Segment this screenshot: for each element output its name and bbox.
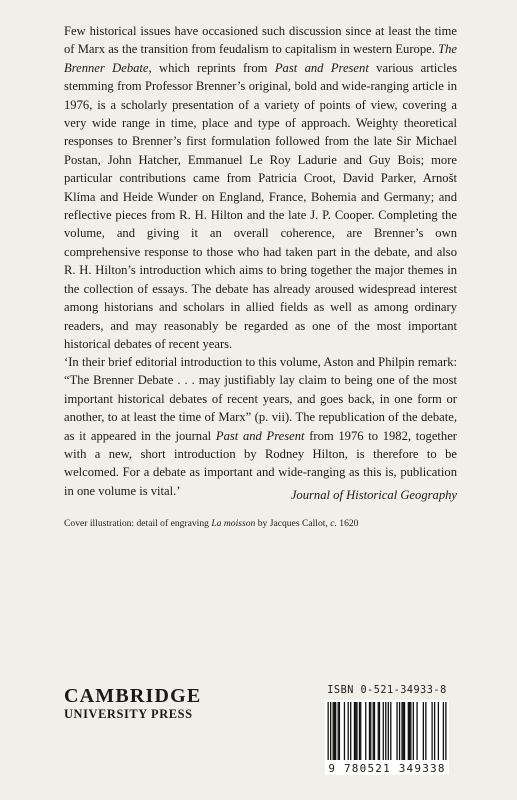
barcode-bar-5 xyxy=(338,702,339,760)
cover-illustration-credit xyxy=(64,517,464,530)
barcode-bar-10 xyxy=(354,702,355,760)
barcode-bar-14 xyxy=(360,702,361,760)
barcode xyxy=(322,684,452,776)
barcode-bar-40 xyxy=(438,702,439,760)
barcode-bar-2 xyxy=(333,702,334,760)
blurb-text: various articles stemming from Professor Brenner’s original, bold and wide-ranging article in 1976, is a scholarly presentation of a variety of points of view, covering a very wide range in time, place and type of approach. Weighty theoretical responses to Brenner’s first formulation followed from the late Sir Michael Postan, John Hatcher, Emmanuel Le Roy Ladurie and Guy Bois; more particular contributions came from Patricia Croot, David Parker, Arnošt Klíma and Heide Wunder on England, France, Bohemia and Germany; and reflective pieces from R. H. Hilton and the late J. P. Cooper. Completing the volume, and giving it an overall coherence, are Brenner’s own comprehensive response to those who had taken part in the debate, and also R. H. Hilton’s introduction which aims to bring together the major themes in the collection of essays. The debate has already aroused widespread interest among historians and scholars in allied fields as well as among ordinary readers, and may reasonably be regarded as one of the most important historical debates of recent years. xyxy=(64,60,457,351)
barcode-bar-0 xyxy=(328,702,329,760)
book-title: The Brenner Debate xyxy=(64,42,457,75)
review-source: Journal of Historical Geography xyxy=(290,488,457,502)
barcode-bar-13 xyxy=(359,702,360,760)
barcode-bar-37 xyxy=(425,702,426,760)
barcode-bar-11 xyxy=(355,702,356,760)
barcode-bar-12 xyxy=(356,702,357,760)
barcode-bar-33 xyxy=(410,702,411,760)
review-text: ‘In their brief editorial introduction to this volume, Aston and Philpin remark: “The Brenner Debate . . . may justifiably lay claim to being one of the most important historical debates of recent years, and goes back, in one form or another, to at least the time of Marx” (p. vii). The republication of the debate, as it appeared in the journal xyxy=(64,355,457,443)
credit-text: Cover illustration: detail of engraving xyxy=(64,518,212,529)
barcode-bar-27 xyxy=(399,702,400,760)
barcode-bar-6 xyxy=(339,702,340,760)
isbn-label: ISBN 0-521-34933-8 xyxy=(327,685,447,696)
barcode-bar-8 xyxy=(348,702,349,760)
credit-text: by Jacques Callot, xyxy=(255,518,331,529)
journal-title: Past and Present xyxy=(215,428,305,443)
barcode-bar-38 xyxy=(431,702,432,760)
barcode-bar-41 xyxy=(443,702,444,760)
barcode-bar-36 xyxy=(423,702,424,760)
barcode-bar-3 xyxy=(334,702,335,760)
blurb-paragraph xyxy=(64,22,457,353)
barcode-bar-22 xyxy=(383,702,384,760)
publisher-sub: UNIVERSITY PRESS xyxy=(64,707,193,721)
barcode-bar-39 xyxy=(434,702,435,760)
barcode-bar-18 xyxy=(373,702,374,760)
barcode-bar-26 xyxy=(396,702,397,760)
publisher-logo xyxy=(64,686,224,722)
barcode-bar-20 xyxy=(378,702,379,760)
barcode-bar-42 xyxy=(445,702,446,760)
barcode-bar-28 xyxy=(401,702,402,760)
barcode-bar-32 xyxy=(409,702,410,760)
barcode-bar-19 xyxy=(374,702,375,760)
review-quote xyxy=(64,353,457,500)
publisher-name: CAMBRIDGE xyxy=(64,685,202,707)
blurb-text: , which reprints from xyxy=(148,60,275,75)
barcode-bar-4 xyxy=(335,702,336,760)
barcode-bar-17 xyxy=(370,702,371,760)
barcode-bar-35 xyxy=(416,702,417,760)
blurb-text: Few historical issues have occasioned such discussion since at least the time of Marx as the transition from feudalism to capitalism in western Europe. xyxy=(64,24,457,57)
barcode-bar-23 xyxy=(385,702,386,760)
ean-digits: 9 780521 349338 xyxy=(325,762,449,775)
barcode-bar-29 xyxy=(403,702,404,760)
circa-abbrev: c. xyxy=(330,518,337,529)
review-text: from 1976 to 1982, together with a new, short introduction by Rodney Hilton, is therefore to be welcomed. For a debate as important and wide-ranging as this is, publication in one volume is vital.’ xyxy=(64,428,457,498)
credit-year: 1620 xyxy=(336,518,359,529)
barcode-bar-21 xyxy=(379,702,380,760)
barcode-bars xyxy=(325,700,449,762)
barcode-bar-7 xyxy=(344,702,345,760)
barcode-bar-9 xyxy=(350,702,351,760)
barcode-bar-15 xyxy=(365,702,366,760)
barcode-bar-34 xyxy=(413,702,414,760)
barcode-bar-31 xyxy=(408,702,409,760)
barcode-bar-1 xyxy=(330,702,331,760)
barcode-bar-30 xyxy=(404,702,405,760)
barcode-bar-16 xyxy=(369,702,370,760)
artwork-title: La moisson xyxy=(211,518,256,529)
barcode-bar-24 xyxy=(388,702,389,760)
journal-title: Past and Present xyxy=(274,60,369,75)
barcode-bar-25 xyxy=(390,702,391,760)
